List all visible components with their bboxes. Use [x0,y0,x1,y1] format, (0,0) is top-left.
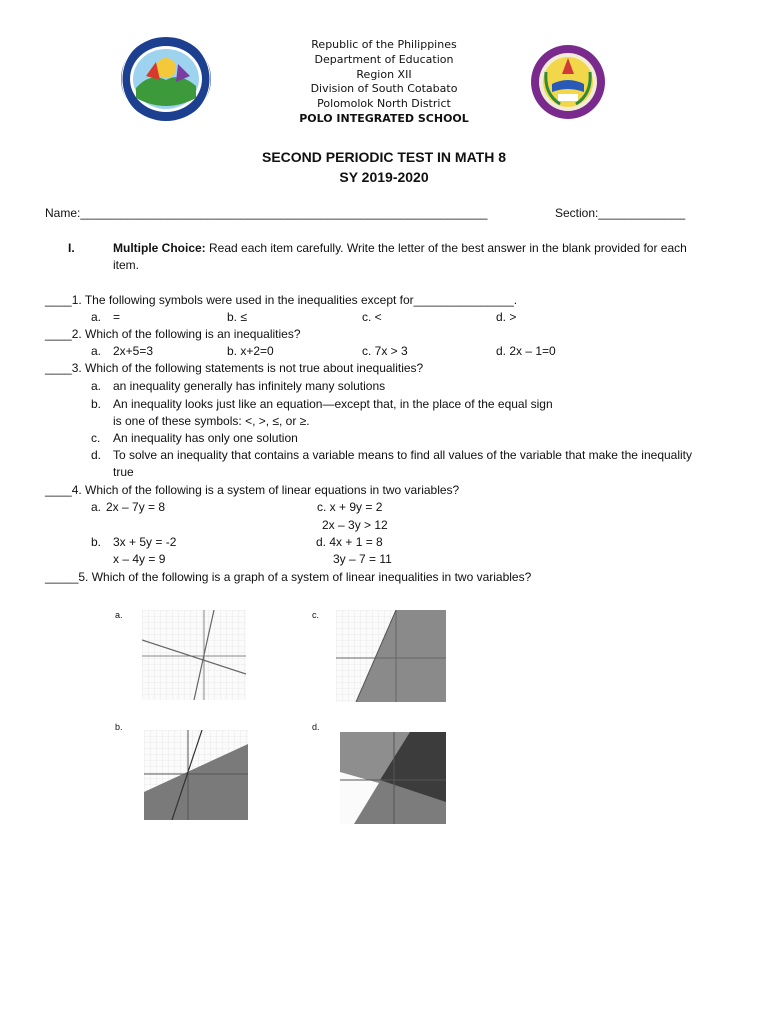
graph-c [336,610,446,702]
choice-letter: c. [91,431,101,445]
graph-label-a: a. [115,610,123,620]
instruction-text: Read each item carefully. Write the letter of the best answer in the blank provided for each [205,241,687,255]
header-line: Republic of the Philippines [311,38,457,51]
choice-a: = [113,310,121,324]
school-header [0,38,768,127]
graph-a [142,610,246,700]
question-2: ____2. Which of the following is an inequalities? [45,327,301,341]
choice-b-cont: is one of these symbols: <, >, ≤, or ≥. [113,414,310,428]
question-5: _____5. Which of the following is a graph of a system of linear inequalities in two variables? [45,570,532,584]
question-1: ____1. The following symbols were used in the inequalities except for_______________. [45,293,518,307]
choice-d-cont: true [113,465,134,479]
graph-label-b: b. [115,722,123,732]
question-4: ____4. Which of the following is a system of linear equations in two variables? [45,483,460,497]
graph-label-d: d. [312,722,320,732]
choice-b-line2: x – 4y = 9 [113,552,166,566]
choice-d: d. 2x – 1=0 [496,344,556,358]
choice-d-line2: 3y – 7 = 11 [333,552,392,566]
choice-c: An inequality has only one solution [113,431,298,445]
choice-c: c. 7x > 3 [362,344,408,358]
choice-b: b. x+2=0 [227,344,274,358]
graph-label-c: c. [312,610,320,620]
choice-a: 2x+5=3 [113,344,154,358]
choice-c-line2: 2x – 3y > 12 [322,518,388,532]
name-field: Name:_____________________________________________________________ [45,206,488,220]
choice-letter: b. [91,535,102,549]
choice-a: an inequality generally has infinitely many solutions [113,379,386,393]
choice-letter: a. [91,379,102,393]
choice-a: 2x – 7y = 8 [106,500,166,514]
choice-letter: d. [91,448,102,462]
question-3: ____3. Which of the following statements is not true about inequalities? [45,361,424,375]
choice-d: d. > [496,310,517,324]
choice-letter: a. [91,310,102,324]
choice-c: c. x + 9y = 2 [317,500,383,514]
header-line: Department of Education [314,52,454,66]
graph-d [340,732,446,824]
part-numeral: I. [68,241,75,255]
header-line: Region XII [356,67,412,81]
school-year: SY 2019-2020 [339,169,429,185]
choice-d: To solve an inequality that contains a variable means to find all values of the variable that make the inequality [113,448,693,462]
part-heading: Multiple Choice: [113,241,206,255]
section-field: Section:_____________ [555,206,686,220]
header-line: Division of South Cotabato [310,82,458,96]
choice-b: An inequality looks just like an equation—except that, in the place of the equal sign [113,397,553,411]
part-instruction [113,241,687,255]
choice-b: b. ≤ [227,310,247,324]
instruction-text-cont: item. [113,258,140,272]
choice-letter: a. [91,344,102,358]
test-title: SECOND PERIODIC TEST IN MATH 8 [262,149,506,165]
choice-letter: a. [91,500,102,514]
header-line-school: POLO INTEGRATED SCHOOL [299,111,469,125]
choice-d: d. 4x + 1 = 8 [316,535,383,549]
choice-c: c. < [362,310,382,324]
graph-b [144,730,248,820]
choice-letter: b. [91,397,102,411]
choice-b: 3x + 5y = -2 [113,535,177,549]
header-line: Polomolok North District [317,97,451,111]
